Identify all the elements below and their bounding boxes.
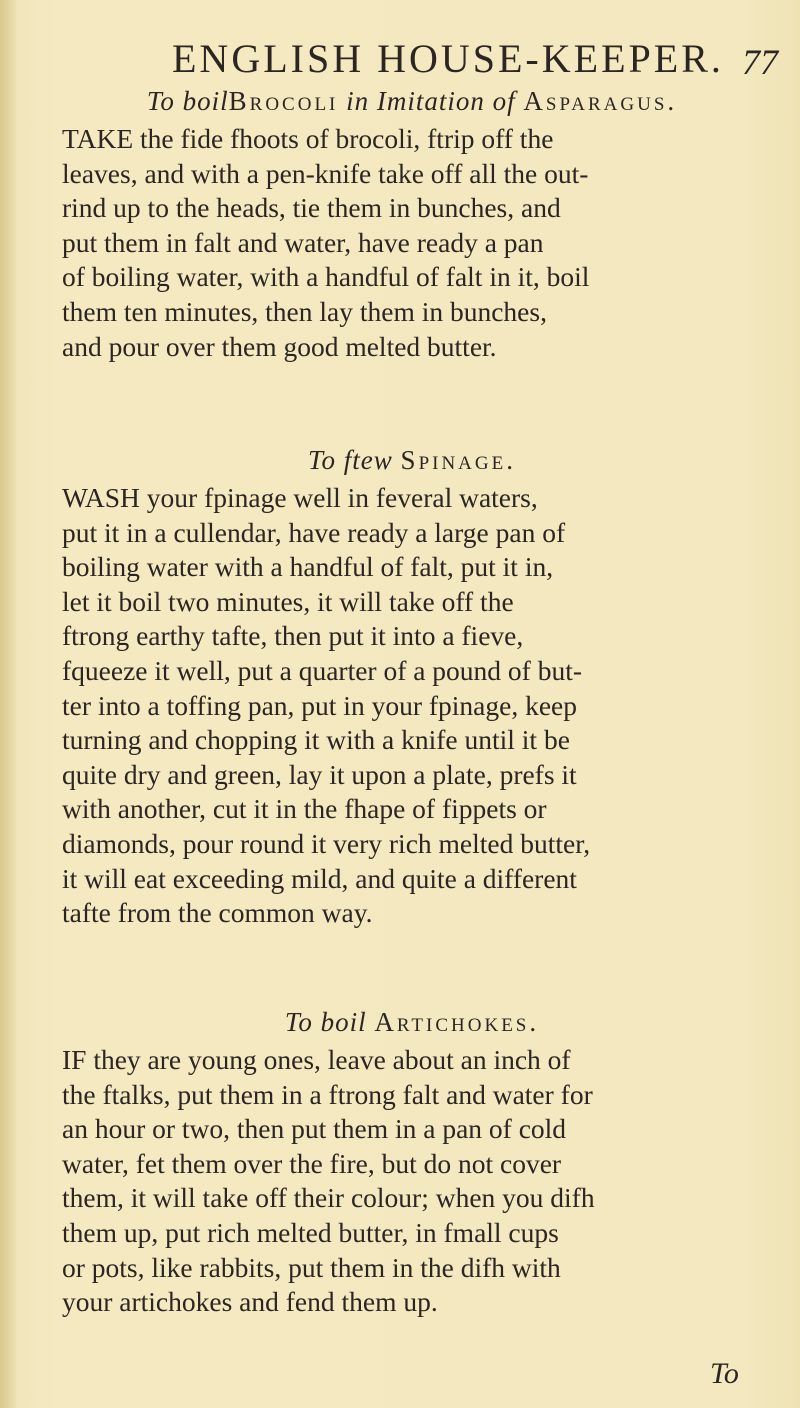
text-line: of boiling water, with a handful of falt in it, boil bbox=[62, 261, 590, 293]
page-gutter bbox=[0, 0, 16, 1408]
recipe-artichokes bbox=[62, 1005, 762, 1320]
text-line: with another, cut it in the fhape of fippets or bbox=[62, 793, 547, 825]
text-line: the ftalks, put them in a ftrong falt and water for bbox=[62, 1078, 593, 1110]
recipe-spinage bbox=[62, 443, 762, 931]
recipe-title bbox=[62, 84, 762, 118]
page-number: 77 bbox=[742, 42, 778, 82]
title-prefix: To boil bbox=[146, 86, 229, 116]
text-line: turning and chopping it with a knife until it be bbox=[62, 724, 570, 756]
text-line: and pour over them good melted butter. bbox=[62, 330, 497, 362]
text-line: fqueeze it well, put a quarter of a pound of but- bbox=[62, 654, 583, 686]
recipe-body bbox=[62, 122, 762, 364]
text-line: them up, put rich melted butter, in fmall cups bbox=[62, 1216, 559, 1248]
title-subject: Spinage. bbox=[400, 445, 516, 475]
catchword: To bbox=[710, 1357, 739, 1390]
title-object: Asparagus. bbox=[523, 86, 678, 116]
text-line: quite dry and green, lay it upon a plate, prefs it bbox=[62, 758, 577, 790]
text-line: or pots, like rabbits, put them in the difh with bbox=[62, 1251, 561, 1283]
text-line: put it in a cullendar, have ready a large pan of bbox=[62, 516, 566, 548]
running-head: ENGLISH HOUSE-KEEPER. bbox=[172, 36, 724, 81]
text-line: them, it will take off their colour; when you difh bbox=[62, 1182, 595, 1214]
text-line: your artichokes and fend them up. bbox=[62, 1286, 438, 1318]
recipe-title bbox=[62, 1005, 762, 1039]
text-line: ter into a toffing pan, put in your fpinage, keep bbox=[62, 689, 577, 721]
text-line: them ten minutes, then lay them in bunches, bbox=[62, 295, 547, 327]
text-line: TAKE the fide fhoots of brocoli, ftrip off the bbox=[62, 123, 554, 154]
title-subject: Brocoli bbox=[228, 86, 339, 116]
text-line: water, fet them over the fire, but do not cover bbox=[62, 1147, 562, 1179]
text-line: leaves, and with a pen-knife take off all the out- bbox=[62, 157, 589, 189]
text-line: boiling water with a handful of falt, put it in, bbox=[62, 551, 554, 583]
title-mid: in Imitation of bbox=[346, 86, 516, 116]
text-line: diamonds, pour round it very rich melted butter, bbox=[62, 827, 591, 859]
recipe-body bbox=[62, 1043, 762, 1320]
text-line: it will eat exceeding mild, and quite a different bbox=[62, 862, 577, 894]
title-subject: Artichokes. bbox=[374, 1007, 540, 1037]
text-line: put them in falt and water, have ready a pan bbox=[62, 226, 544, 258]
text-line: WASH your fpinage well in feveral waters, bbox=[62, 482, 538, 513]
title-prefix: To boil bbox=[284, 1007, 367, 1037]
text-line: rind up to the heads, tie them in bunches, and bbox=[62, 192, 561, 224]
title-prefix: To ftew bbox=[308, 445, 393, 475]
recipe-brocoli bbox=[62, 84, 762, 364]
recipe-body bbox=[62, 481, 762, 931]
text-line: tafte from the common way. bbox=[62, 897, 373, 929]
text-line: an hour or two, then put them in a pan of cold bbox=[62, 1113, 567, 1145]
text-line: IF they are young ones, leave about an inch of bbox=[62, 1044, 571, 1075]
recipe-title bbox=[62, 443, 762, 477]
text-line: ftrong earthy tafte, then put it into a fieve, bbox=[62, 620, 524, 652]
text-line: let it boil two minutes, it will take off the bbox=[62, 585, 514, 617]
